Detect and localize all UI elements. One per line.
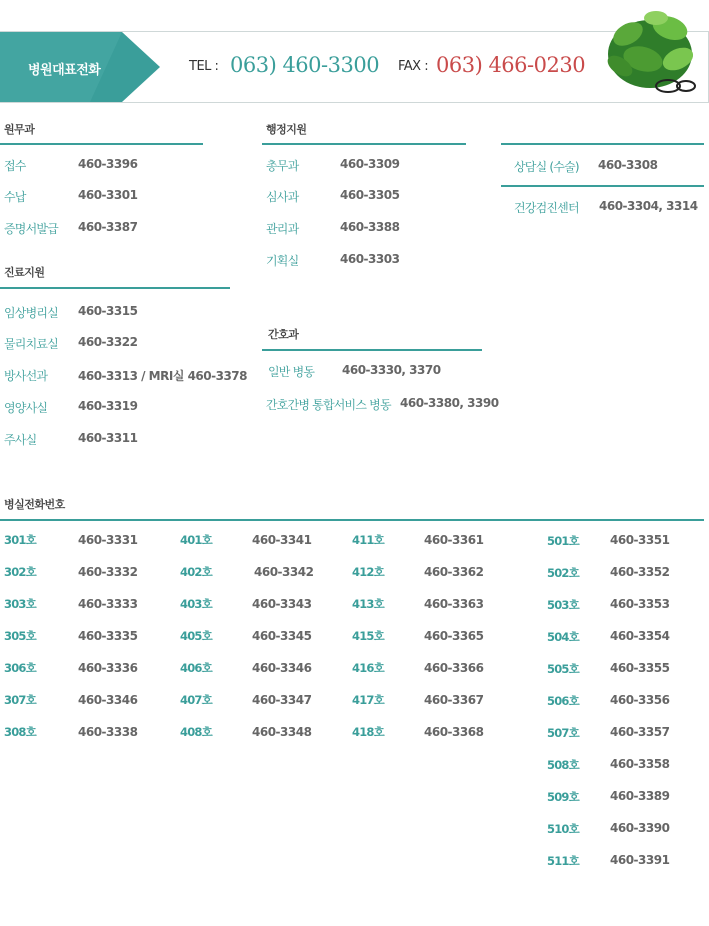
- section-title-jinryo: 진료지원: [4, 266, 45, 279]
- room-phone: 460-3347: [252, 693, 312, 707]
- room-phone: 460-3356: [610, 693, 670, 707]
- room-label: 305호: [4, 629, 36, 643]
- room-phone: 460-3362: [424, 565, 484, 579]
- room-phone: 460-3345: [252, 629, 312, 643]
- dept-phone: 460-3301: [78, 188, 138, 202]
- room-phone: 460-3332: [78, 565, 138, 579]
- room-label: 303호: [4, 597, 36, 611]
- room-phone: 460-3333: [78, 597, 138, 611]
- divider: [262, 349, 482, 351]
- room-label: 412호: [352, 565, 384, 579]
- room-phone: 460-3338: [78, 725, 138, 739]
- room-phone: 460-3353: [610, 597, 670, 611]
- room-phone: 460-3336: [78, 661, 138, 675]
- room-label: 308호: [4, 725, 36, 739]
- divider: [0, 287, 230, 289]
- dept-phone: 460-3396: [78, 157, 138, 171]
- room-label: 402호: [180, 565, 212, 579]
- room-label: 301호: [4, 533, 36, 547]
- dept-phone: 460-3315: [78, 304, 138, 318]
- room-label: 416호: [352, 661, 384, 675]
- dept-phone: 460-3308: [598, 158, 658, 172]
- room-label: 508호: [547, 758, 579, 772]
- fax-label: FAX :: [398, 59, 429, 74]
- room-label: 418호: [352, 725, 384, 739]
- dept-label: 상담실 (수술): [514, 160, 579, 174]
- banner-title: 병원대표전화: [28, 63, 101, 78]
- room-label: 307호: [4, 693, 36, 707]
- room-phone: 460-3346: [252, 661, 312, 675]
- room-phone: 460-3352: [610, 565, 670, 579]
- room-label: 403호: [180, 597, 212, 611]
- room-phone: 460-3365: [424, 629, 484, 643]
- room-phone: 460-3390: [610, 821, 670, 835]
- room-phone: 460-3391: [610, 853, 670, 867]
- room-phone: 460-3389: [610, 789, 670, 803]
- divider: [262, 143, 466, 145]
- room-phone: 460-3368: [424, 725, 484, 739]
- room-label: 504호: [547, 630, 579, 644]
- room-label: 406호: [180, 661, 212, 675]
- room-label: 511호: [547, 854, 579, 868]
- room-label: 405호: [180, 629, 212, 643]
- room-phone: 460-3354: [610, 629, 670, 643]
- dept-phone: 460-3319: [78, 399, 138, 413]
- dept-phone: 460-3309: [340, 157, 400, 171]
- room-label: 501호: [547, 534, 579, 548]
- plant-icon: [598, 4, 702, 96]
- section-title-rooms: 병실전화번호: [4, 498, 65, 511]
- divider: [0, 519, 704, 521]
- dept-label: 수납: [4, 190, 26, 204]
- dept-label: 물리치료실: [4, 337, 58, 351]
- room-label: 408호: [180, 725, 212, 739]
- room-label: 302호: [4, 565, 36, 579]
- dept-phone: 460-3303: [340, 252, 400, 266]
- dept-label: 기획실: [266, 254, 299, 268]
- dept-phone: 460-3313 / MRI실 460-3378: [78, 369, 248, 383]
- room-phone: 460-3363: [424, 597, 484, 611]
- dept-label: 증명서발급: [4, 222, 58, 236]
- room-phone: 460-3367: [424, 693, 484, 707]
- room-phone: 460-3335: [78, 629, 138, 643]
- dept-label: 총무과: [266, 159, 299, 173]
- room-phone: 460-3357: [610, 725, 670, 739]
- room-label: 507호: [547, 726, 579, 740]
- divider: [501, 143, 704, 145]
- dept-phone: 460-3304, 3314: [599, 199, 698, 213]
- room-phone: 460-3358: [610, 757, 670, 771]
- section-title-ganho: 간호과: [268, 328, 299, 341]
- room-phone: 460-3355: [610, 661, 670, 675]
- room-phone: 460-3348: [252, 725, 312, 739]
- room-phone: 460-3341: [252, 533, 312, 547]
- dept-phone: 460-3311: [78, 431, 138, 445]
- room-phone: 460-3342: [254, 565, 314, 579]
- room-label: 407호: [180, 693, 212, 707]
- section-title-wonmu: 원무과: [4, 123, 35, 136]
- tel-number[interactable]: 063) 460-3300: [230, 53, 380, 77]
- dept-label: 영양사실: [4, 401, 48, 415]
- room-phone: 460-3366: [424, 661, 484, 675]
- room-label: 510호: [547, 822, 579, 836]
- dept-phone: 460-3380, 3390: [400, 396, 499, 410]
- room-label: 502호: [547, 566, 579, 580]
- room-label: 401호: [180, 533, 212, 547]
- dept-label: 건강검진센터: [514, 201, 579, 215]
- dept-label: 주사실: [4, 433, 37, 447]
- room-phone: 460-3346: [78, 693, 138, 707]
- dept-label: 심사과: [266, 190, 299, 204]
- section-title-haengjeong: 행정지원: [266, 123, 307, 136]
- dept-phone: 460-3387: [78, 220, 138, 234]
- room-phone: 460-3351: [610, 533, 670, 547]
- room-label: 413호: [352, 597, 384, 611]
- dept-phone: 460-3330, 3370: [342, 363, 441, 377]
- dept-label: 일반 병동: [268, 365, 315, 379]
- room-label: 505호: [547, 662, 579, 676]
- room-label: 417호: [352, 693, 384, 707]
- fax-number: 063) 466-0230: [436, 53, 586, 77]
- divider: [0, 143, 203, 145]
- room-label: 411호: [352, 533, 384, 547]
- dept-label: 접수: [4, 159, 26, 173]
- dept-phone: 460-3305: [340, 188, 400, 202]
- divider: [501, 185, 704, 187]
- room-label: 503호: [547, 598, 579, 612]
- dept-label: 간호간병 통합서비스 병동: [266, 398, 391, 412]
- room-phone: 460-3343: [252, 597, 312, 611]
- room-label: 509호: [547, 790, 579, 804]
- room-label: 415호: [352, 629, 384, 643]
- dept-phone: 460-3388: [340, 220, 400, 234]
- room-phone: 460-3361: [424, 533, 484, 547]
- dept-label: 방사선과: [4, 369, 48, 383]
- dept-label: 관리과: [266, 222, 299, 236]
- dept-label: 임상병리실: [4, 306, 58, 320]
- room-phone: 460-3331: [78, 533, 138, 547]
- room-label: 506호: [547, 694, 579, 708]
- room-label: 306호: [4, 661, 36, 675]
- tel-label: TEL :: [189, 59, 219, 74]
- dept-phone: 460-3322: [78, 335, 138, 349]
